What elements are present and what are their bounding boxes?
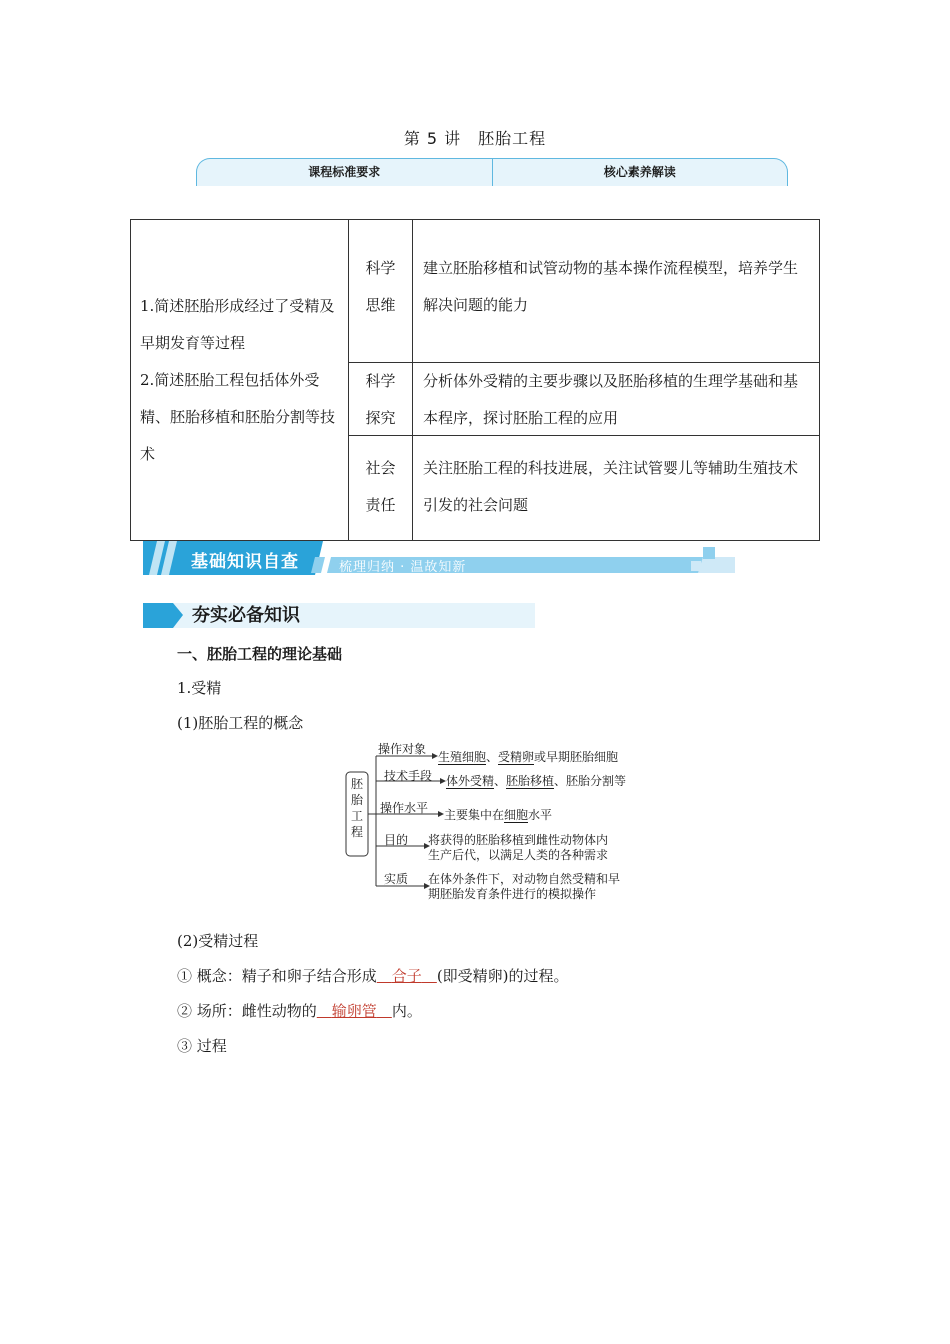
branch-text: 、胚胎分割等 [554,774,627,788]
row-key: 社会责任 [349,436,413,540]
standards-table [130,219,820,541]
answer-blank: 细胞 [504,808,529,822]
part-heading: 一、胚胎工程的理论基础 [177,645,343,663]
row-value: 关注胚胎工程的科技进展，关注试管婴儿等辅助生殖技术引发的社会问题 [423,459,799,514]
diagram-root: 胚胎工程 [350,777,363,839]
answer-blank [317,1002,392,1020]
section-heading [143,603,535,628]
branch-text: 水平 [528,808,553,822]
answer-text: 合子 [391,967,422,985]
concept-text: (即受精卵)的过程。 [436,967,569,985]
branch-content: 体外受精、胚胎移植、胚胎分割等 [446,774,627,788]
row-value: 分析体外受精的主要步骤以及胚胎移植的生理学基础和基本程序，探讨胚胎工程的应用 [423,372,799,427]
section-banner [143,541,735,575]
branch-content [444,808,552,823]
answer-text: 输卵管 [331,1002,377,1020]
answer-blank: 胚胎移植 [506,774,555,788]
banner-subtitle: 梳理归纳 · 温故知新 [339,560,467,575]
table-row [349,435,819,540]
branch-label: 操作对象 [378,742,427,756]
process-line: ③ 过程 [177,1037,227,1055]
row-key: 科学探究 [349,363,413,435]
table-row [349,220,819,362]
table-row [349,362,819,435]
concept-text: ① 概念：精子和卵子结合形成 [177,967,377,985]
sub-heading: (1)胚胎工程的概念 [177,714,304,732]
branch-text: 或早期胚胎细胞 [534,750,619,764]
row-value: 建立胚胎移植和试管动物的基本操作流程模型，培养学生解决问题的能力 [423,259,799,314]
answer-blank: 生殖细胞 [438,750,487,764]
requirement-item: 1.简述胚胎形成经过了受精及早期发育等过程 [140,297,335,352]
branch-label: 技术手段 [384,769,433,783]
place-line [177,1000,422,1021]
standards-header-bar [196,158,788,186]
branch-label: 操作水平 [380,801,429,815]
section-heading-text: 夯实必备知识 [192,605,300,626]
page-title: 第 5 讲 胚胎工程 [403,129,547,148]
branch-label: 实质 [384,872,409,886]
header-core-literacy: 核心素养解读 [603,165,676,179]
concept-line [177,965,569,986]
header-course-standards: 课程标准要求 [197,159,493,186]
branch-content: 生殖细胞、受精卵或早期胚胎细胞 [438,750,619,764]
branch-text: 生产后代，以满足人类的各种需求 [428,848,609,862]
row-key: 科学思维 [349,220,413,362]
banner-title: 基础知识自查 [191,552,299,572]
requirements-cell [131,220,349,540]
branch-text: 期胚胎发育条件进行的模拟操作 [428,887,597,901]
answer-blank [377,967,437,985]
branch-text: 将获得的胚胎移植到雌性动物体内 [428,833,609,847]
item-heading: 1.受精 [177,679,222,697]
branch-text: 在体外条件下，对动物自然受精和早 [428,872,621,886]
answer-blank: 受精卵 [498,750,535,764]
concept-diagram [340,736,660,906]
place-text: 内。 [391,1002,422,1020]
place-text: ② 场所：雌性动物的 [177,1002,317,1020]
requirement-item: 2.简述胚胎工程包括体外受精、胚胎移植和胚胎分割等技术 [140,371,336,463]
answer-blank: 体外受精 [446,774,495,788]
branch-label: 目的 [384,833,409,847]
branch-text: 主要集中在 [444,808,505,822]
sub-heading: (2)受精过程 [177,932,259,950]
